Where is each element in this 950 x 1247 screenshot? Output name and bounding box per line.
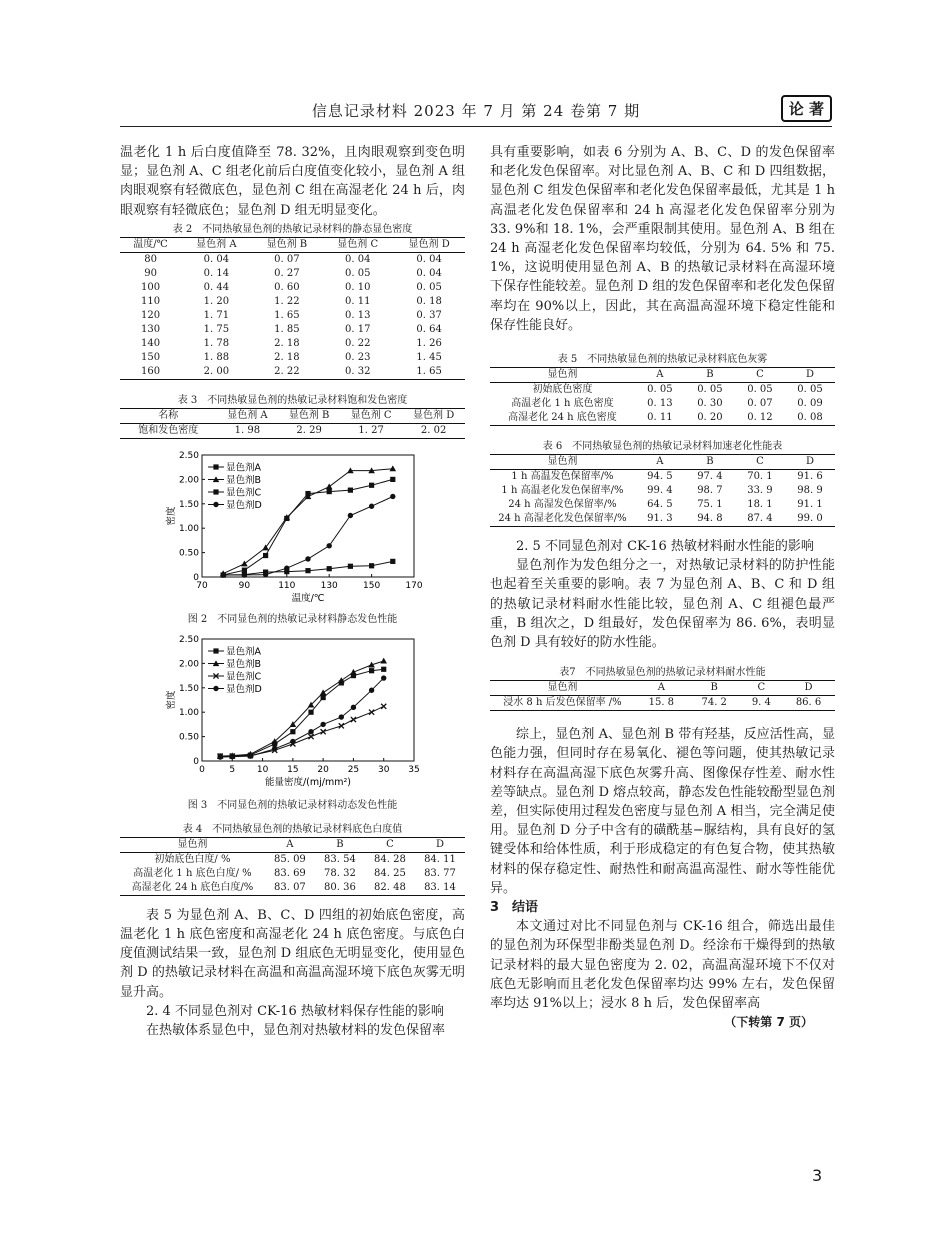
y-tick-label: 1.50: [178, 683, 199, 694]
table-cell: 高湿老化 24 h 底色白度/%: [131, 881, 254, 893]
table-header-cell: 显色剂 A: [181, 237, 251, 252]
table-caption: 表 5 不同热敏显色剂的热敏记录材料底色灰雾: [557, 354, 768, 366]
paragraph: 综上，显色剂 A、显色剂 B 带有羟基，反应活性高，显色能力强，但同时存在易氧化、褪色等问题，使其热敏记录材料存在高温高湿下底色灰雾升高、图像保存性差、耐水性差等缺点。显色剂 D 熔点较高，静态发色性能较酚型显色剂差，但实际使用过程发色密度与显色剂 A 相当，完全满足使用。显色剂 D 分子中含有的磺酰基−脲结构，具有良好的氢键受体和给体性质，利于形成稳定的有色复合物，使其热敏材料的保存稳定性、耐热性和耐高温高湿性、耐水等性能优异。: [490, 727, 835, 896]
data-point: [327, 566, 332, 571]
table-cell: 90: [144, 267, 157, 279]
table-cell: 0. 07: [747, 398, 773, 410]
x-tick-label: 150: [363, 580, 381, 591]
legend-label: 显色剂B: [226, 474, 262, 486]
table-caption: 表 6 不同热敏显色剂的热敏记录材料加速老化性能表: [542, 441, 783, 453]
table-6: [490, 454, 835, 527]
data-point: [351, 704, 356, 709]
table-cell: 2. 22: [274, 365, 300, 377]
left-column: [120, 143, 465, 1040]
table-cell: 75. 1: [697, 499, 723, 511]
y-tick-label: 1.50: [178, 499, 199, 510]
data-point: [381, 666, 386, 671]
table-row: [120, 852, 465, 867]
x-tick-label: 10: [256, 764, 269, 775]
data-point: [348, 487, 353, 492]
table-cell: 0. 09: [797, 398, 823, 410]
table-cell: 0. 04: [416, 267, 442, 279]
table-cell: 83. 77: [424, 867, 456, 879]
y-tick-label: 0.50: [178, 548, 199, 559]
data-point: [230, 754, 235, 759]
legend-label: 显色剂D: [226, 499, 262, 511]
table-cell: 饱和发色密度: [138, 424, 199, 436]
table-header-cell: 显色剂: [120, 837, 265, 852]
table-cell: 0. 17: [345, 323, 371, 335]
data-point: [327, 489, 332, 494]
data-point: [320, 689, 327, 695]
data-point: [369, 563, 374, 568]
table-cell: 98. 9: [797, 485, 823, 497]
table-cell: 0. 60: [274, 281, 300, 293]
table-header-cell: 显色剂 B: [278, 408, 340, 423]
table-cell: 15. 8: [648, 697, 675, 709]
table-cell: 1. 27: [358, 424, 384, 436]
table-cell: 130: [141, 323, 161, 335]
table-cell: 0. 04: [416, 253, 442, 265]
y-tick-label: 1.00: [178, 708, 199, 719]
x-axis-label: 能量密度/(mj/mm²): [264, 776, 352, 788]
running-header: [120, 92, 832, 127]
table-cell: 0. 32: [345, 365, 371, 377]
y-axis-label: 密度: [166, 690, 177, 710]
table-cell: 高湿老化 24 h 底色密度: [508, 412, 617, 424]
table-cell: 0. 05: [647, 384, 673, 396]
table-cell: 120: [141, 309, 161, 321]
table-row: [490, 484, 835, 498]
legend-label: 显色剂B: [226, 658, 262, 670]
table-cell: 1. 26: [416, 337, 442, 349]
continued-note: （下转第 7 页）: [724, 1015, 813, 1030]
data-point: [390, 494, 395, 499]
table-cell: 0. 14: [203, 267, 230, 279]
data-point: [390, 477, 395, 482]
table-cell: 97. 4: [697, 471, 723, 483]
table-cell: 9. 4: [751, 697, 771, 709]
table-cell: 高温老化 1 h 底色密度: [511, 398, 614, 410]
data-point: [369, 482, 374, 487]
section-heading-3: 3 结语: [490, 900, 539, 916]
journal-title: 信息记录材料 2023 年 7 月 第 24 卷第 7 期: [311, 102, 641, 120]
table-cell: 0. 04: [345, 253, 371, 265]
table-cell: 0. 20: [697, 412, 723, 424]
table-header-cell: D: [785, 455, 835, 470]
data-point: [284, 565, 289, 570]
data-point: [321, 695, 326, 700]
table-header-cell: A: [635, 368, 685, 383]
table-cell: 0. 05: [697, 384, 723, 396]
table-cell: 1. 75: [203, 323, 230, 335]
table-header-cell: 显色剂 D: [402, 408, 465, 423]
data-point: [390, 465, 397, 471]
x-tick-label: 130: [320, 580, 338, 591]
table-header-cell: 显色剂 B: [252, 237, 323, 252]
table-cell: 0. 11: [647, 412, 673, 424]
table-row: [120, 423, 465, 438]
table-cell: 2. 00: [203, 365, 230, 377]
table-header-cell: 显色剂 C: [322, 237, 393, 252]
table-header-cell: C: [741, 681, 782, 696]
x-tick-label: 35: [408, 764, 420, 775]
table-cell: 91. 1: [797, 499, 823, 511]
table-header-cell: A: [265, 837, 315, 852]
table-cell: 0. 08: [797, 412, 823, 424]
y-axis-label: 密度: [166, 506, 177, 526]
paragraph: 具有重要影响，如表 6 分别为 A、B、C、D 的发色保留率和老化发色保留率。对比显色剂 A、B、C 和 D 四组数据，显色剂 C 组发色保留率和老化发色保留率最低，尤其是 1 h 高温老化发色保留率和 24 h 高湿老化发色保留率分别为 33. 9%和 18. 1%，会严重限制其使用。显色剂 A、B 组在 24 h 高湿老化发色保留率均较低，分别为 64. 5% 和 75. 1%，这说明使用显色剂 A、B 的热敏记录材料在高湿环境下保存性能较差。显色剂 D 组的发色保留率和老化发色保留率均在 90%以上，因此，其在高温高湿环境下稳定性能和保存性能良好。: [490, 145, 835, 333]
legend-label: 显色剂C: [226, 671, 262, 683]
table-cell: 100: [141, 281, 161, 293]
section-badge: 论 著: [781, 95, 832, 122]
legend-marker: [213, 648, 218, 653]
y-tick-label: 2.50: [178, 634, 199, 645]
table-cell: 86. 6: [795, 697, 822, 709]
table-row: [120, 309, 465, 323]
table-header-cell: 温度/℃: [120, 237, 181, 252]
table-cell: 0. 30: [697, 398, 723, 410]
table-cell: 0. 13: [345, 309, 371, 321]
table-cell: 2. 29: [296, 424, 322, 436]
right-column: [490, 143, 835, 1033]
table-row: [120, 323, 465, 337]
table-row: [490, 512, 835, 527]
x-tick-label: 70: [196, 580, 208, 591]
table-cell: 0. 22: [345, 337, 371, 349]
data-point: [290, 729, 295, 734]
data-point: [242, 572, 247, 577]
table-cell: 0. 05: [416, 281, 442, 293]
paragraph: 表 5 为显色剂 A、B、C、D 四组的初始底色密度，高温老化 1 h 底色密度和高湿老化 24 h 底色密度。与底色白度值测试结果一致，显色剂 D 组底色无明显变化，使用显色剂 D 的热敏记录材料在高温和高温高湿环境下底色灰雾无明显升高。: [120, 907, 465, 1000]
data-point: [369, 503, 374, 508]
table-cell: 70. 1: [747, 471, 773, 483]
table-cell: 82. 48: [374, 881, 406, 893]
table-cell: 0. 05: [747, 384, 773, 396]
x-tick-label: 0: [199, 764, 205, 775]
figure-2-chart: [120, 449, 465, 609]
legend-label: 显色剂A: [226, 646, 261, 658]
x-tick-label: 5: [229, 764, 236, 775]
data-point: [348, 563, 353, 568]
table-row: [120, 351, 465, 365]
table-cell: 83. 69: [273, 867, 306, 879]
table-cell: 0. 27: [274, 267, 300, 279]
table-header-cell: A: [635, 455, 685, 470]
data-point: [369, 668, 374, 673]
data-point: [308, 709, 313, 714]
paragraph: 本文通过对比不同显色剂与 CK-16 组合，筛选出最佳的显色剂为环保型非酚类显色剂 D。经涂布干燥得到的热敏记录材料的最大显色密度为 2. 02，高温高湿环境下不仅对底色无影响而且老化发色保留率均达 99% 左右，发色保留率均达 91%以上；浸水 8 h 后，发色保留率高: [490, 919, 835, 1012]
table-row: [490, 696, 835, 711]
table-cell: 83. 54: [324, 853, 356, 865]
table-header-cell: B: [688, 681, 741, 696]
table-header-cell: 显色剂: [490, 681, 635, 696]
data-point: [327, 543, 332, 548]
table-cell: 1. 71: [203, 309, 230, 321]
table-cell: 1 h 高温老化发色保留率/%: [501, 485, 624, 497]
table-header-cell: 显色剂 D: [393, 237, 465, 252]
table-cell: 0. 11: [345, 295, 371, 307]
data-point: [339, 714, 344, 719]
table-cell: 84. 25: [374, 867, 406, 879]
data-point: [320, 722, 325, 727]
figure-caption: 图 3 不同显色剂的热敏记录材料动态发色性能: [187, 799, 398, 811]
data-point: [221, 572, 226, 577]
x-axis-label: 温度/℃: [291, 592, 325, 604]
table-row: [120, 281, 465, 295]
table-header-cell: D: [785, 368, 835, 383]
data-point: [305, 556, 310, 561]
y-tick-label: 2.50: [178, 450, 199, 461]
table-header-cell: 名称: [120, 408, 217, 423]
data-point: [369, 687, 374, 692]
x-tick-label: 110: [278, 580, 296, 591]
table-row: [120, 881, 465, 896]
table-row: [490, 397, 835, 411]
table-cell: 1. 98: [234, 424, 261, 436]
table-cell: 浸水 8 h 后发色保留率 /%: [503, 697, 622, 709]
data-point: [263, 572, 268, 577]
table-3: [120, 408, 465, 439]
table-cell: 99. 4: [647, 485, 673, 497]
table-row: [120, 337, 465, 351]
data-point: [248, 753, 253, 758]
data-point: [262, 544, 269, 550]
table-header-cell: B: [685, 368, 735, 383]
data-point: [217, 754, 222, 759]
data-point: [390, 559, 395, 564]
y-tick-label: 0.50: [178, 732, 199, 743]
table-row: [120, 867, 465, 881]
table-cell: 80: [144, 253, 157, 265]
table-row: [490, 411, 835, 426]
data-point: [272, 746, 277, 751]
y-tick-label: 0: [193, 572, 199, 583]
table-header-cell: C: [365, 837, 415, 852]
table-cell: 87. 4: [747, 513, 773, 525]
legend-label: 显色剂D: [226, 683, 262, 695]
table-cell: 0. 12: [747, 412, 773, 424]
table-cell: 64. 5: [647, 499, 673, 511]
table-header-cell: B: [315, 837, 365, 852]
section-heading-2-5: 2. 5 不同显色剂对 CK-16 热敏材料耐水性能的影响: [516, 539, 814, 555]
x-tick-label: 15: [287, 764, 299, 775]
table-cell: 2. 18: [274, 337, 300, 349]
table-cell: 1 h 高温发色保留率/%: [511, 471, 614, 483]
table-2: [120, 237, 465, 380]
legend-marker: [213, 686, 218, 691]
table-row: [120, 267, 465, 281]
table-cell: 0. 07: [274, 253, 300, 265]
legend-marker: [213, 464, 218, 469]
table-cell: 74. 2: [701, 697, 727, 709]
table-cell: 160: [141, 365, 161, 377]
table-row: [120, 295, 465, 309]
table-header-cell: A: [635, 681, 688, 696]
table-header-cell: 显色剂: [490, 368, 635, 383]
table-header-cell: 显色剂: [490, 455, 635, 470]
x-tick-label: 170: [405, 580, 423, 591]
x-tick-label: 90: [238, 580, 251, 591]
section-heading-2-4: 2. 4 不同显色剂对 CK-16 热敏材料保存性能的影响: [146, 1003, 444, 1019]
data-point: [308, 729, 313, 734]
paragraph: 温老化 1 h 后白度值降至 78. 32%，且肉眼观察到变色明显；显色剂 A、C 组老化前后白度值变化较小，显色剂 A 组肉眼观察有轻微底色，显色剂 C 组在高湿老化 24 h 后，肉眼观察有轻微底色；显色剂 D 组无明显变化。: [120, 145, 465, 218]
y-tick-label: 0: [193, 756, 199, 767]
table-row: [490, 470, 835, 485]
figure-caption: 图 2 不同显色剂的热敏记录材料静态发色性能: [187, 613, 398, 625]
table-cell: 0. 64: [416, 323, 442, 335]
table-header-cell: 显色剂 C: [340, 408, 402, 423]
table-cell: 0. 13: [647, 398, 673, 410]
table-cell: 80. 36: [324, 881, 356, 893]
table-cell: 84. 28: [374, 853, 406, 865]
legend-marker: [213, 489, 218, 494]
table-cell: 2. 02: [420, 424, 447, 436]
y-tick-label: 2.00: [178, 475, 199, 486]
table-row: [120, 252, 465, 267]
table-4: [120, 837, 465, 896]
data-point: [326, 483, 333, 489]
table-header-cell: C: [735, 368, 785, 383]
data-point: [305, 568, 310, 573]
table-caption: 表7 不同热敏显色剂的热敏记录材料耐水性能: [559, 667, 766, 679]
table-cell: 110: [141, 295, 161, 307]
table-cell: 99. 0: [797, 513, 823, 525]
table-cell: 0. 23: [345, 351, 371, 363]
table-cell: 94. 8: [697, 513, 723, 525]
table-cell: 78. 32: [324, 867, 356, 879]
figure-3-chart: [120, 633, 465, 793]
table-cell: 83. 14: [424, 881, 456, 893]
x-tick-label: 20: [317, 764, 329, 775]
table-cell: 18. 1: [747, 499, 773, 511]
paragraph: 在热敏体系显色中，显色剂对热敏材料的发色保留率: [146, 1023, 446, 1039]
table-header-cell: B: [685, 455, 735, 470]
data-point: [338, 677, 345, 683]
table-cell: 84. 11: [424, 853, 456, 865]
table-cell: 0. 04: [203, 253, 230, 265]
table-cell: 1. 88: [203, 351, 230, 363]
table-caption: 表 2 不同热敏显色剂的热敏记录材料的静态显色密度: [172, 223, 413, 235]
table-cell: 24 h 高湿发色保留率/%: [508, 499, 617, 511]
data-point: [350, 669, 357, 675]
data-point: [263, 553, 268, 558]
table-cell: 1. 65: [416, 365, 442, 377]
table-cell: 150: [141, 351, 161, 363]
table-header-cell: D: [415, 837, 465, 852]
data-point: [290, 739, 295, 744]
table-row: [490, 498, 835, 512]
series-line: [220, 706, 384, 756]
paragraph: 显色剂作为发色组分之一，对热敏记录材料的防护性能也起着至关重要的影响。表 7 为显色剂 A、B、C 和 D 组的热敏记录材料耐水性能比较，显色剂 A、C 组褪色最严重，B 组次之，D 组最好，发色保留率为 86. 6%，表明显色剂 D 具有较好的防水性能。: [490, 558, 835, 651]
legend-label: 显色剂C: [226, 487, 262, 499]
table-cell: 85. 09: [273, 853, 306, 865]
table-cell: 0. 05: [797, 384, 823, 396]
table-cell: 1. 22: [274, 295, 300, 307]
table-cell: 91. 3: [647, 513, 673, 525]
data-point: [381, 675, 386, 680]
table-cell: 0. 37: [416, 309, 442, 321]
table-cell: 1. 85: [274, 323, 300, 335]
data-point: [380, 657, 387, 663]
table-cell: 140: [141, 337, 161, 349]
table-cell: 1. 65: [274, 309, 300, 321]
y-tick-label: 1.00: [178, 524, 199, 535]
table-cell: 98. 7: [697, 485, 723, 497]
table-cell: 24 h 高湿老化发色保留率/%: [498, 513, 627, 525]
table-cell: 0. 05: [345, 267, 371, 279]
table-cell: 高温老化 1 h 底色白度/ %: [133, 867, 252, 879]
legend-label: 显色剂A: [226, 462, 261, 474]
table-row: [490, 383, 835, 398]
table-cell: 83. 07: [273, 881, 306, 893]
x-tick-label: 25: [347, 764, 360, 775]
table-cell: 33. 9: [747, 485, 773, 497]
table-header-cell: C: [735, 455, 785, 470]
table-cell: 初始底色白度/ %: [154, 853, 231, 865]
data-point: [348, 513, 353, 518]
table-cell: 1. 20: [203, 295, 230, 307]
table-row: [120, 365, 465, 380]
table-7: [490, 680, 835, 711]
table-header-cell: D: [782, 681, 835, 696]
data-point: [241, 560, 248, 566]
table-caption: 表 3 不同热敏显色剂的热敏记录材料饱和发色密度: [177, 394, 408, 406]
table-cell: 初始底色密度: [532, 384, 593, 396]
table-5: [490, 367, 835, 426]
table-cell: 91. 6: [797, 471, 823, 483]
table-cell: 0. 44: [203, 281, 230, 293]
table-cell: 1. 45: [416, 351, 442, 363]
table-caption: 表 4 不同热敏显色剂的热敏记录材料底色白度值: [182, 823, 403, 835]
table-cell: 0. 10: [345, 281, 371, 293]
page-number: 3: [812, 1166, 823, 1185]
table-cell: 2. 18: [274, 351, 300, 363]
table-header-cell: 显色剂 A: [217, 408, 279, 423]
table-cell: 0. 18: [416, 295, 442, 307]
legend-marker: [213, 502, 218, 507]
y-tick-label: 2.00: [178, 659, 199, 670]
x-tick-label: 30: [377, 764, 390, 775]
table-cell: 1. 78: [203, 337, 230, 349]
table-cell: 94. 5: [647, 471, 673, 483]
